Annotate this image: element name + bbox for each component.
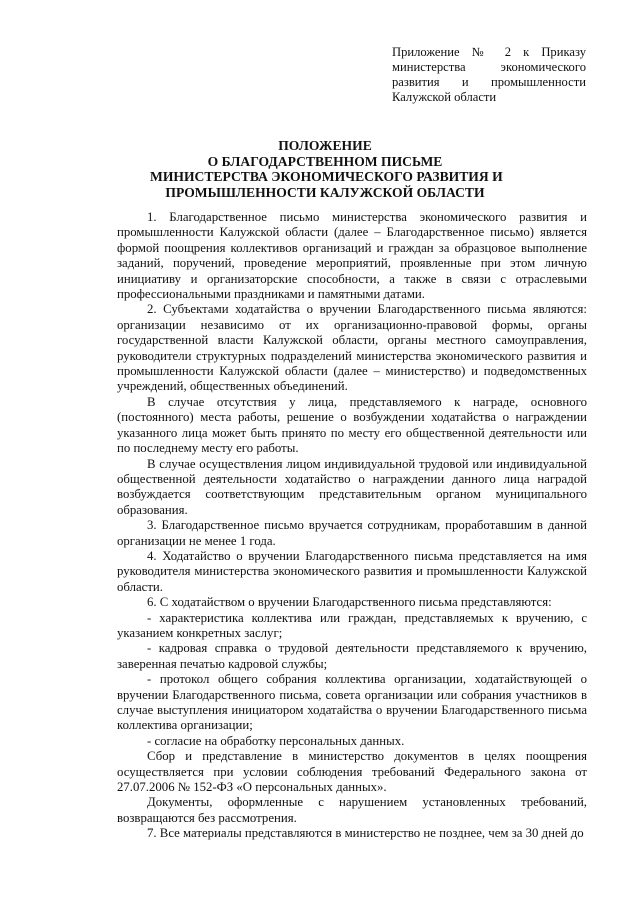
list-item-characteristic: - характеристика коллектива или граждан, представляемых к вручению, с указанием конкретных заслуг;: [117, 610, 587, 640]
document-body: [117, 210, 587, 842]
list-item-protocol: - протокол общего собрания коллектива организации, ходатайствующей о вручении Благодарственного письма, совета организации или собрания участников в случае выступления инициатором ходатайства о вручении Благодарственного письма коллектива организации;: [117, 672, 587, 733]
paragraph-2-absence: В случае отсутствия у лица, представляемого к награде, основного (постоянного) места работы, решение о возбуждении ходатайства о награждении указанного лица может быть принято по месту его общественной деятельности или по последнему месту его работы.: [117, 394, 587, 456]
title-line-2: О БЛАГОДАРСТВЕННОМ ПИСЬМЕ: [207, 153, 443, 169]
paragraph-2: 2. Субъектами ходатайства о вручении Благодарственного письма являются: организации независимо от их организационно-правовой формы, органы государственной власти Калужской области, органы местного самоуправления, руководители структурных подразделений министерства экономического развития и промышленности Калужской области (далее – министерство) и подведомственных учреждений, общественных объединений.: [117, 302, 587, 394]
paragraph-2-individual: В случае осуществления лицом индивидуальной трудовой или индивидуальной общественной деятельности ходатайство о награждении данного лица наградой возбуждается соответствующим представительным органом муниципального образования.: [117, 456, 587, 517]
paragraph-7: 7. Все материалы представляются в министерство не позднее, чем за 30 дней до: [147, 826, 584, 841]
paragraph-1: 1. Благодарственное письмо министерства экономического развития и промышленности Калужской области (далее – Благодарственное письмо) является формой поощрения коллективов организаций и граждан за образцовое выполнение заданий, поручений, проведение мероприятий, проявленные при этом личную инициативу и организаторские способности, а также в связи с отраслевыми профессиональными праздниками и памятными датами.: [117, 210, 587, 302]
title-line-3: МИНИСТЕРСТВА ЭКОНОМИЧЕСКОГО РАЗВИТИЯ И: [150, 169, 503, 185]
paragraph-returned-documents: Документы, оформленные с нарушением установленных требований, возвращаются без рассмотрения.: [117, 795, 587, 825]
list-item-consent: - согласие на обработку персональных данных.: [147, 733, 405, 748]
paragraph-6: 6. С ходатайством о вручении Благодарственного письма представляются:: [147, 595, 552, 610]
paragraph-3: 3. Благодарственное письмо вручается сотрудникам, проработавшим в данной организации не менее 1 года.: [117, 518, 587, 548]
paragraph-personal-data: Сбор и представление в министерство документов в целях поощрения осуществляется при условии соблюдения требований Федерального закона от 27.07.2006 № 152-ФЗ «О персональных данных».: [117, 749, 587, 795]
appendix-header: Приложение № 2 к Приказу министерства экономического развития и промышленности Калужской области: [392, 45, 586, 104]
title-line-4: ПРОМЫШЛЕННОСТИ КАЛУЖСКОЙ ОБЛАСТИ: [165, 184, 485, 200]
paragraph-4: 4. Ходатайство о вручении Благодарственного письма представляется на имя руководителя министерства экономического развития и промышленности Калужской области.: [117, 548, 587, 594]
document-title: [150, 138, 503, 200]
list-item-hr-certificate: - кадровая справка о трудовой деятельности представляемого к вручению, заверенная печатью кадровой службы;: [117, 641, 587, 671]
title-line-1: ПОЛОЖЕНИЕ: [278, 138, 372, 153]
